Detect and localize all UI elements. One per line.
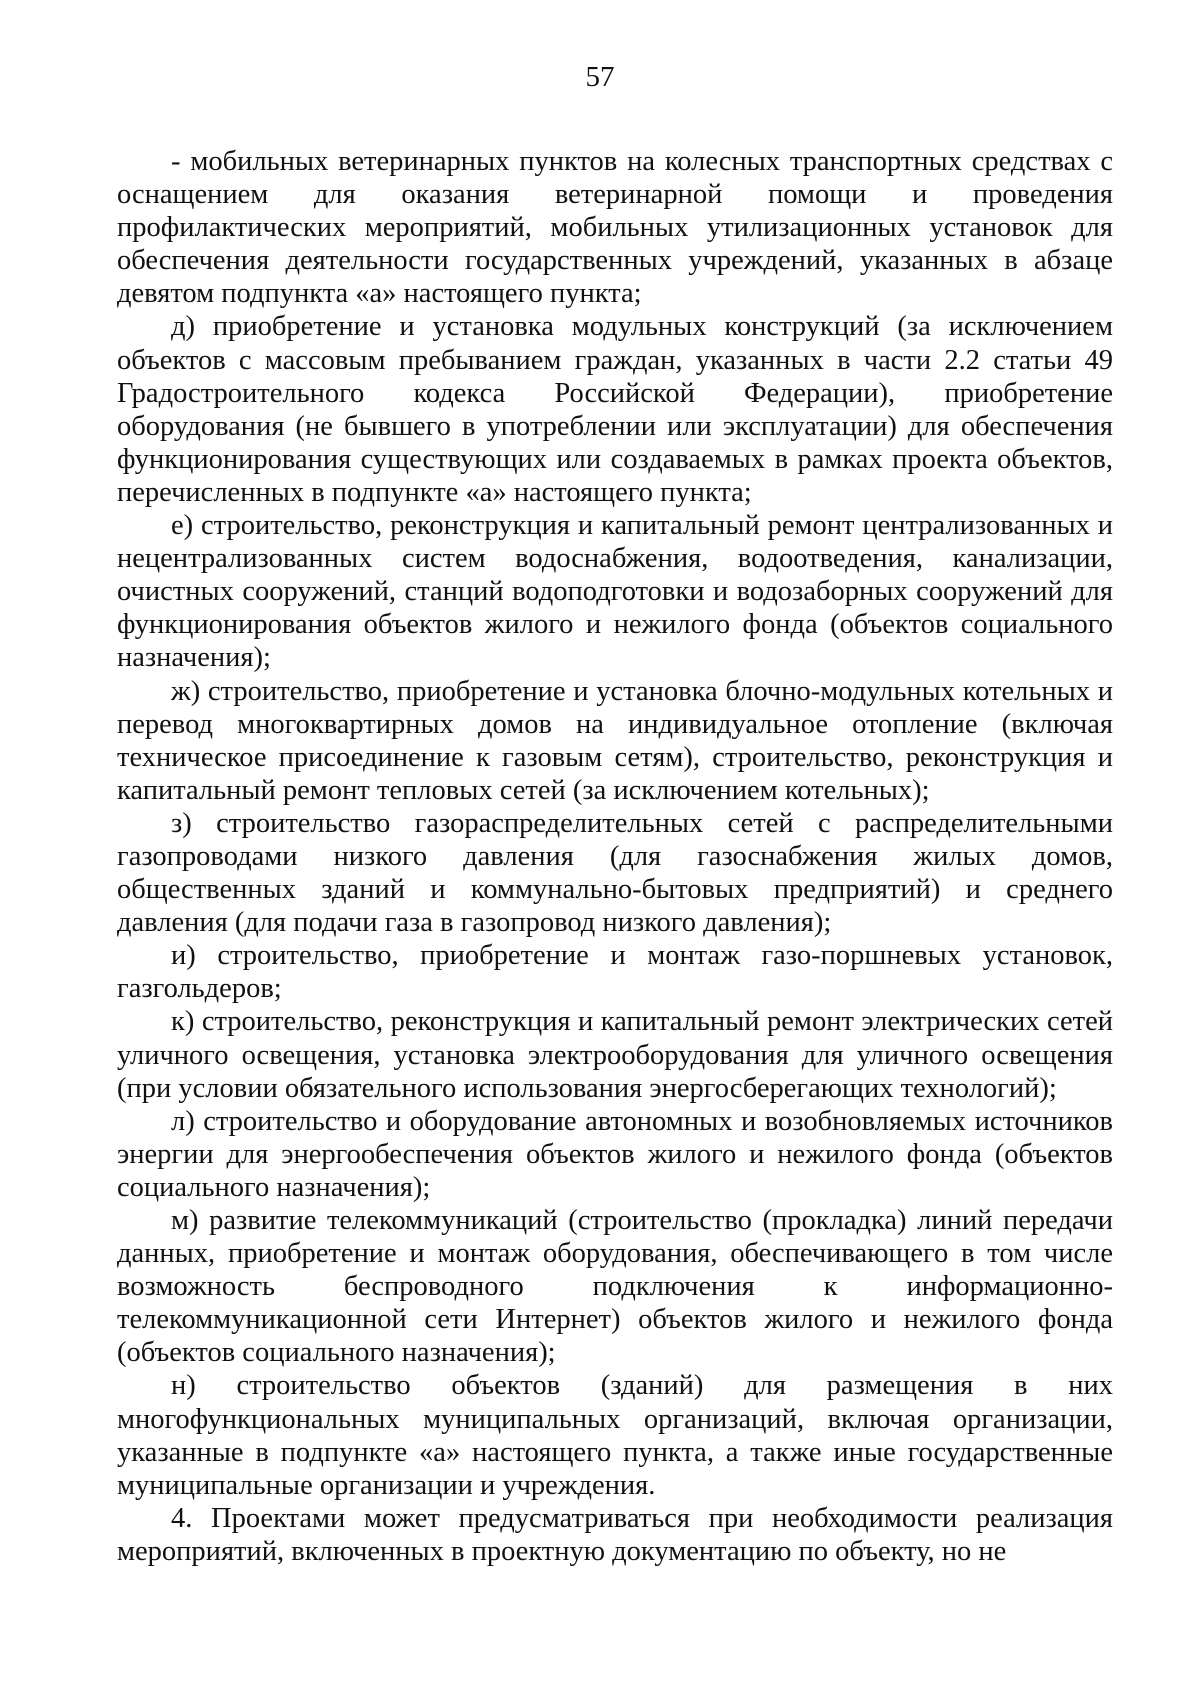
- paragraph-4-project-measures: 4. Проектами может предусматриваться при необходимости реализация мероприятий, включенных в проектную документацию по объекту, но не: [117, 1502, 1113, 1567]
- paragraph-z-gas-distribution: з) строительство газораспределительных сетей с распределительными газопроводами низкого давления (для газоснабжения жилых домов, общественных зданий и коммунально-бытовых предприятий) и среднего давления (для подачи газа в газопровод низкого давления);: [117, 807, 1113, 939]
- paragraph-d-modular-constructions: д) приобретение и установка модульных конструкций (за исключением объектов с массовым пребыванием граждан, указанных в части 2.2 статьи 49 Градостроительного кодекса Российской Федерации), приобретение оборудования (не бывшего в употреблении или эксплуатации) для обеспечения функционирования существующих или создаваемых в рамках проекта объектов, перечисленных в подпункте «а» настоящего пункта;: [117, 311, 1113, 508]
- paragraph-mobile-vet-points: - мобильных ветеринарных пунктов на колесных транспортных средствах с оснащением для оказания ветеринарной помощи и проведения профилактических мероприятий, мобильных утилизационных установок для обеспечения деятельности государственных учреждений, указанных в абзаце девятом подпункта «а» настоящего пункта;: [117, 146, 1113, 310]
- paragraph-zh-boiler-houses: ж) строительство, приобретение и установка блочно-модульных котельных и перевод многоквартирных домов на индивидуальное отопление (включая техническое присоединение к газовым сетям), строительство, реконструкция и капитальный ремонт тепловых сетей (за исключением котельных);: [117, 675, 1113, 806]
- paragraph-l-energy-sources: л) строительство и оборудование автономных и возобновляемых источников энергии для энергообеспечения объектов жилого и нежилого фонда (объектов социального назначения);: [117, 1105, 1113, 1203]
- paragraph-i-gas-piston-units: и) строительство, приобретение и монтаж газо-поршневых установок, газгольдеров;: [117, 940, 1113, 1005]
- paragraph-n-municipal-buildings: н) строительство объектов (зданий) для размещения в них многофункциональных муниципальных организаций, включая организации, указанные в подпункте «а» настоящего пункта, а также иные государственные муниципальные организации и учреждения.: [117, 1370, 1113, 1501]
- paragraph-k-street-lighting: к) строительство, реконструкция и капитальный ремонт электрических сетей уличного освещения, установка электрооборудования для уличного освещения (при условии обязательного использования энергосберегающих технологий);: [117, 1006, 1113, 1104]
- page-number: 57: [585, 61, 615, 93]
- paragraph-m-telecommunications: м) развитие телекоммуникаций (строительство (прокладка) линий передачи данных, приобретение и монтаж оборудования, обеспечивающего в том числе возможность беспроводного подключения к информационно-телекоммуникационной сети Интернет) объектов жилого и нежилого фонда (объектов социального назначения);: [117, 1205, 1113, 1369]
- paragraph-e-water-supply: е) строительство, реконструкция и капитальный ремонт централизованных и нецентрализованных систем водоснабжения, водоотведения, канализации, очистных сооружений, станций водоподготовки и водозаборных сооружений для функционирования объектов жилого и нежилого фонда (объектов социального назначения);: [117, 510, 1113, 674]
- document-body: [117, 145, 1113, 1568]
